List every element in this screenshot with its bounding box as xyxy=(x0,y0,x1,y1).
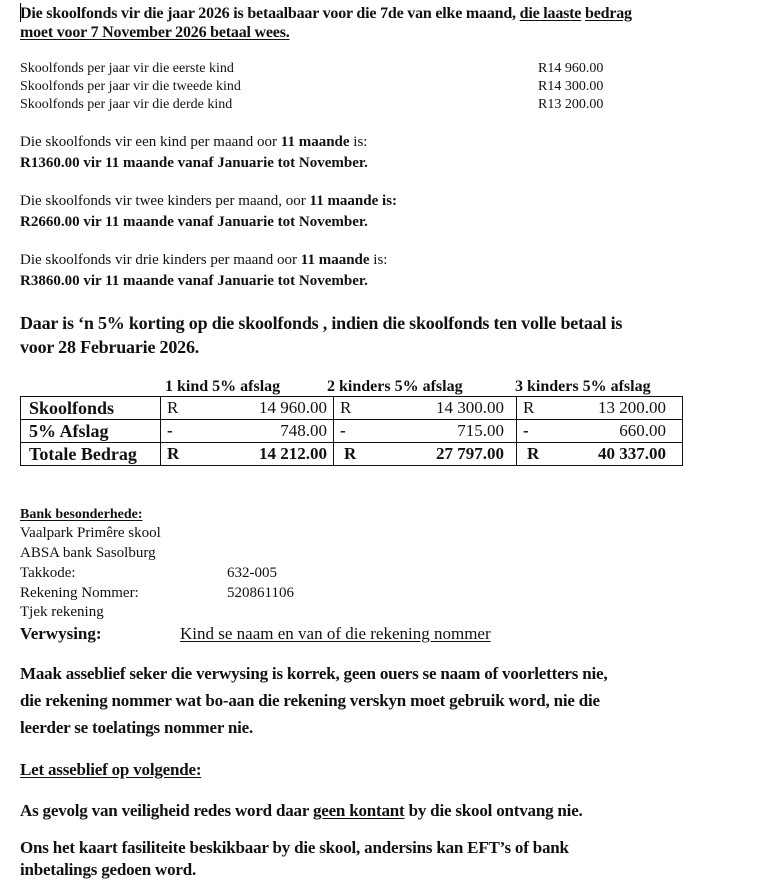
table-row xyxy=(21,443,683,466)
table-row xyxy=(21,420,683,443)
table-cell xyxy=(161,397,334,420)
monthly-one-child-line-1 xyxy=(20,134,367,151)
monthly-text: is: xyxy=(349,134,368,150)
card-notice-line-1: Ons het kaart fasiliteite beskikbaar by die skool, andersins kan EFT’s of bank xyxy=(20,838,569,857)
discount-notice-line-2: voor 28 Februarie 2026. xyxy=(20,337,200,357)
fee-label: Skoolfonds per jaar vir die derde kind xyxy=(20,97,233,112)
discount-table xyxy=(20,396,683,466)
bank-name: ABSA bank Sasolburg xyxy=(20,545,156,561)
cell-prefix: R xyxy=(167,444,180,463)
monthly-text: Die skoolfonds vir een kind per maand oor xyxy=(20,134,281,150)
table-header-three-children: 3 kinders 5% afslag xyxy=(515,378,651,395)
table-cell xyxy=(517,443,683,466)
branch-code-value: 632-005 xyxy=(227,565,277,581)
monthly-two-children-line-1 xyxy=(20,193,397,210)
intro-text: Die skoolfonds vir die jaar 2026 is betaalbaar voor die 7de van elke maand, xyxy=(20,5,520,22)
table-cell xyxy=(334,397,517,420)
notes-heading: Let asseblief op volgende: xyxy=(20,760,202,779)
cash-notice-text: As gevolg van veiligheid redes word daar xyxy=(20,801,313,820)
cell-prefix: - xyxy=(167,421,173,440)
cash-notice-underlined: geen kontant xyxy=(312,801,405,820)
cash-notice xyxy=(20,801,583,821)
cell-prefix: - xyxy=(523,421,529,440)
bank-heading: Bank besonderhede: xyxy=(20,507,143,522)
account-number-label: Rekening Nommer: xyxy=(20,585,139,601)
cell-value: 40 337.00 xyxy=(598,444,666,463)
fee-label: Skoolfonds per jaar vir die eerste kind xyxy=(20,61,234,76)
fee-amount: R13 200.00 xyxy=(538,97,604,112)
row-label: Totale Bedrag xyxy=(21,443,161,466)
table-header-two-children: 2 kinders 5% afslag xyxy=(327,378,463,395)
table-cell xyxy=(334,420,517,443)
discount-notice-line-1: Daar is ‘n 5% korting op die skoolfonds , indien die skoolfonds ten volle betaal is xyxy=(20,313,623,333)
fee-amount: R14 960.00 xyxy=(538,61,604,76)
table-cell xyxy=(161,420,334,443)
cell-value: 13 200.00 xyxy=(598,398,666,417)
monthly-three-children-line-1 xyxy=(20,252,387,269)
table-cell xyxy=(161,443,334,466)
card-notice-line-2: inbetalings gedoen word. xyxy=(20,860,197,879)
monthly-one-child-line-2: R1360.00 vir 11 maande vanaf Januarie tot November. xyxy=(20,155,368,171)
monthly-three-children-line-2: R3860.00 vir 11 maande vanaf Januarie tot November. xyxy=(20,273,368,289)
intro-line-2: moet voor 7 November 2026 betaal wees. xyxy=(20,24,290,41)
monthly-bold-text: 11 maande is: xyxy=(309,193,398,209)
fee-amount: R14 300.00 xyxy=(538,79,604,94)
monthly-text: is: xyxy=(369,252,388,268)
monthly-text: Die skoolfonds vir drie kinders per maand oor xyxy=(20,252,301,268)
cell-prefix: R xyxy=(527,444,540,463)
table-cell xyxy=(517,420,683,443)
cell-prefix: R xyxy=(167,398,179,417)
table-row xyxy=(21,397,683,420)
row-label: 5% Afslag xyxy=(21,420,161,443)
account-number-value: 520861106 xyxy=(227,585,294,601)
cell-prefix: R xyxy=(340,398,352,417)
monthly-text: Die skoolfonds vir twee kinders per maand, oor xyxy=(20,193,310,209)
cell-prefix: R xyxy=(523,398,535,417)
monthly-bold-text: 11 maande xyxy=(280,134,350,150)
cell-value: 715.00 xyxy=(457,421,504,440)
table-cell xyxy=(517,397,683,420)
row-label: Skoolfonds xyxy=(21,397,161,420)
cell-value: 660.00 xyxy=(619,421,666,440)
cell-value: 14 960.00 xyxy=(259,398,327,417)
cell-prefix: R xyxy=(344,444,357,463)
reference-value: Kind se naam en van of die rekening nommer xyxy=(180,624,491,643)
fee-label: Skoolfonds per jaar vir die tweede kind xyxy=(20,79,241,94)
bank-school-name: Vaalpark Primêre skool xyxy=(20,525,161,541)
reference-note-line-2: die rekening nommer wat bo-aan die rekening verskyn moet gebruik word, nie die xyxy=(20,691,600,710)
table-header-one-child: 1 kind 5% afslag xyxy=(165,378,281,395)
intro-underlined-text: bedrag xyxy=(585,5,632,22)
cell-value: 748.00 xyxy=(280,421,327,440)
cash-notice-text: by die skool ontvang nie. xyxy=(404,801,583,820)
cell-value: 14 212.00 xyxy=(259,444,327,463)
cell-prefix: - xyxy=(340,421,346,440)
cell-value: 14 300.00 xyxy=(436,398,504,417)
intro-line-1 xyxy=(20,5,632,23)
branch-code-label: Takkode: xyxy=(20,565,76,581)
reference-note-line-3: leerder se toelatings nommer nie. xyxy=(20,718,254,737)
account-type: Tjek rekening xyxy=(20,604,104,620)
monthly-two-children-line-2: R2660.00 vir 11 maande vanaf Januarie tot November. xyxy=(20,214,368,230)
intro-underlined-text: die laaste xyxy=(519,5,582,22)
table-cell xyxy=(334,443,517,466)
monthly-bold-text: 11 maande xyxy=(300,252,370,268)
reference-note-line-1: Maak asseblief seker die verwysing is korrek, geen ouers se naam of voorletters nie, xyxy=(20,664,608,683)
cell-value: 27 797.00 xyxy=(436,444,504,463)
reference-label: Verwysing: xyxy=(20,624,102,643)
